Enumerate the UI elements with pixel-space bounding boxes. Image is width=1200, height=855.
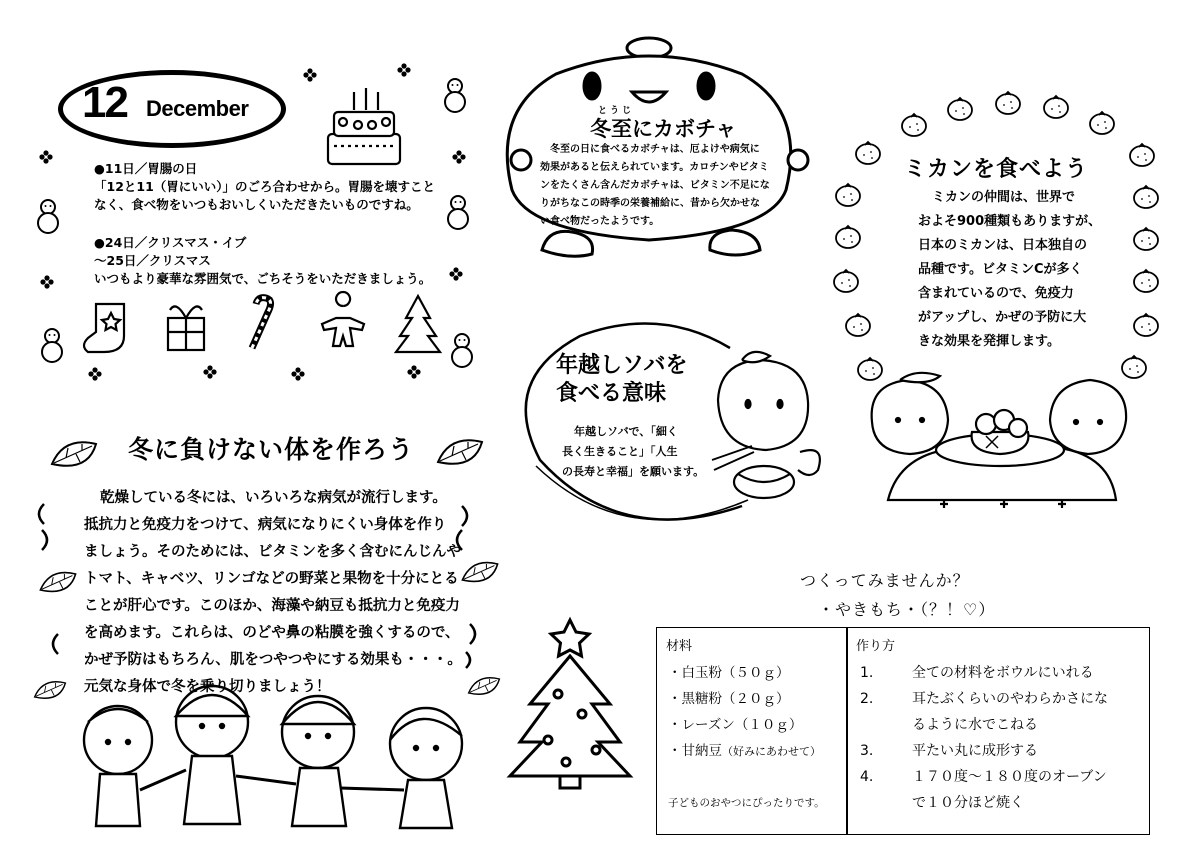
list-item: ・レーズン（１０ｇ） <box>668 717 803 733</box>
event-title: ～25日／クリスマス <box>94 253 211 268</box>
event-text: いつもより豪華な雰囲気で、ごちそうをいただきましょう。 <box>94 271 432 286</box>
body-line: い食べ物だったようです。 <box>540 216 660 227</box>
month-number: 12 <box>82 78 127 127</box>
step-text: １７０度～１８０度のオーブン <box>912 769 1107 785</box>
step-continuation: で１０分ほど焼く <box>912 795 1024 811</box>
recipe-divider <box>846 627 848 835</box>
soba-body <box>562 422 712 482</box>
body-line: 乾燥している冬には、いろいろな病気が流行します。 <box>100 490 447 506</box>
children-illustration <box>84 686 462 828</box>
body-line: 長く生きること」「人生 <box>562 445 678 458</box>
body-line: トマト、キャベツ、リンゴなどの野菜と果物を十分にとる <box>84 571 459 587</box>
xmas-tree-icon <box>510 620 630 788</box>
cake-icon <box>328 88 400 164</box>
winter-body <box>84 485 462 701</box>
body-line: 含まれているので、免疫力 <box>918 286 1074 301</box>
list-item: ・白玉粉（５０ｇ） <box>668 665 790 681</box>
event-text: 「12と11（胃にいい）」のごろ合わせから。胃腸を壊すこと <box>94 179 436 194</box>
month-name: December <box>146 96 249 121</box>
kabocha-title: 冬至にカボチャ <box>590 117 737 141</box>
events-section <box>94 160 434 288</box>
step-number: 3. <box>860 743 874 759</box>
body-line: ンをたくさん含んだカボチャは、ビタミン不足にな <box>540 180 770 191</box>
step-number: 1. <box>860 665 874 681</box>
materials-label: 材料 <box>666 639 693 654</box>
body-line: 冬至の日に食べるカボチャは、厄よけや病気に <box>550 144 760 155</box>
kabocha-body <box>540 141 782 231</box>
kabocha-ruby: とうじ <box>598 106 635 116</box>
soba-boy-character <box>712 352 820 498</box>
step-row <box>860 660 1146 686</box>
step-number: 4. <box>860 769 874 785</box>
step-row <box>860 686 1146 712</box>
event-title: ●11日／胃腸の日 <box>94 161 198 176</box>
mikan-body <box>918 186 1126 354</box>
body-line: きな効果を発揮します。 <box>918 334 1060 349</box>
body-line: 日本のミカンは、日本独自の <box>918 238 1088 253</box>
stocking-icon <box>84 304 124 352</box>
body-line: ミカンの仲間は、世界で <box>932 190 1076 205</box>
soba-title-line: 年越しソバを <box>556 353 688 378</box>
gingerbread-icon <box>322 292 364 346</box>
material-name: ・甘納豆 <box>668 743 722 759</box>
body-line: ましょう。そのためには、ビタミンを多く含むにんじんや <box>84 544 461 560</box>
body-line: りがちなこの時季の栄養補給に、昔から欠かせな <box>540 198 760 209</box>
body-line: ことが肝心です。このほか、海藻や納豆も抵抗力と免疫力 <box>84 598 460 614</box>
winter-title: 冬に負けない体を作ろう <box>128 435 415 464</box>
list-item <box>668 738 821 765</box>
recipe-footnote: 子どものおやつにぴったりです。 <box>668 797 825 809</box>
steps-list <box>860 660 1146 816</box>
event-text: なく、食べ物をいつもおいしくいただきたいものですね。 <box>94 197 419 212</box>
body-line: 抵抗力と免疫力をつけて、病気になりにくい身体を作り <box>84 517 447 533</box>
materials-list <box>668 660 821 765</box>
soba-title-line: 食べる意味 <box>556 381 667 406</box>
step-text: 全ての材料をボウルにいれる <box>912 665 1094 681</box>
body-line: 品種です。ビタミンCが多く <box>918 262 1083 277</box>
body-line: を高めます。これらは、のどや鼻の粘膜を強くするので、 <box>84 625 460 641</box>
body-line: かぜ予防はもちろん、肌をつやつやにする効果も・・・。 <box>84 652 462 668</box>
body-line: 年越しソバで、「細く <box>574 425 678 438</box>
list-item: ・黒糖粉（２０ｇ） <box>668 691 790 707</box>
step-row <box>860 764 1146 790</box>
step-text: 平たい丸に成形する <box>912 743 1038 759</box>
steps-label: 作り方 <box>856 639 896 654</box>
xmas-tree-small-icon <box>396 296 440 352</box>
body-line: およそ900種類もありますが、 <box>918 214 1102 229</box>
recipe-heading: つくってみませんか？ <box>800 571 970 590</box>
step-row <box>860 738 1146 764</box>
step-continuation: るように水でこねる <box>912 717 1038 733</box>
body-line: がアップし、かぜの予防に大 <box>918 310 1087 325</box>
event-title: ●24日／クリスマス・イブ <box>94 235 247 250</box>
mikan-title: ミカンを食べよう <box>904 157 1089 182</box>
kotatsu-scene <box>872 373 1126 508</box>
recipe-subtitle: ・やきもち・（？！♡） <box>818 600 996 619</box>
body-line: 効果があると伝えられています。カロチンやビタミ <box>540 162 769 173</box>
material-note: （好みにあわせて） <box>722 745 821 758</box>
body-line: の長寿と幸福」を願います。 <box>562 465 705 478</box>
step-number: 2. <box>860 691 874 707</box>
body-line: 元気な身体で冬を乗り切りましょう！ <box>84 679 331 695</box>
step-text: 耳たぶくらいのやわらかさにな <box>912 691 1108 707</box>
soba-title <box>556 352 706 408</box>
